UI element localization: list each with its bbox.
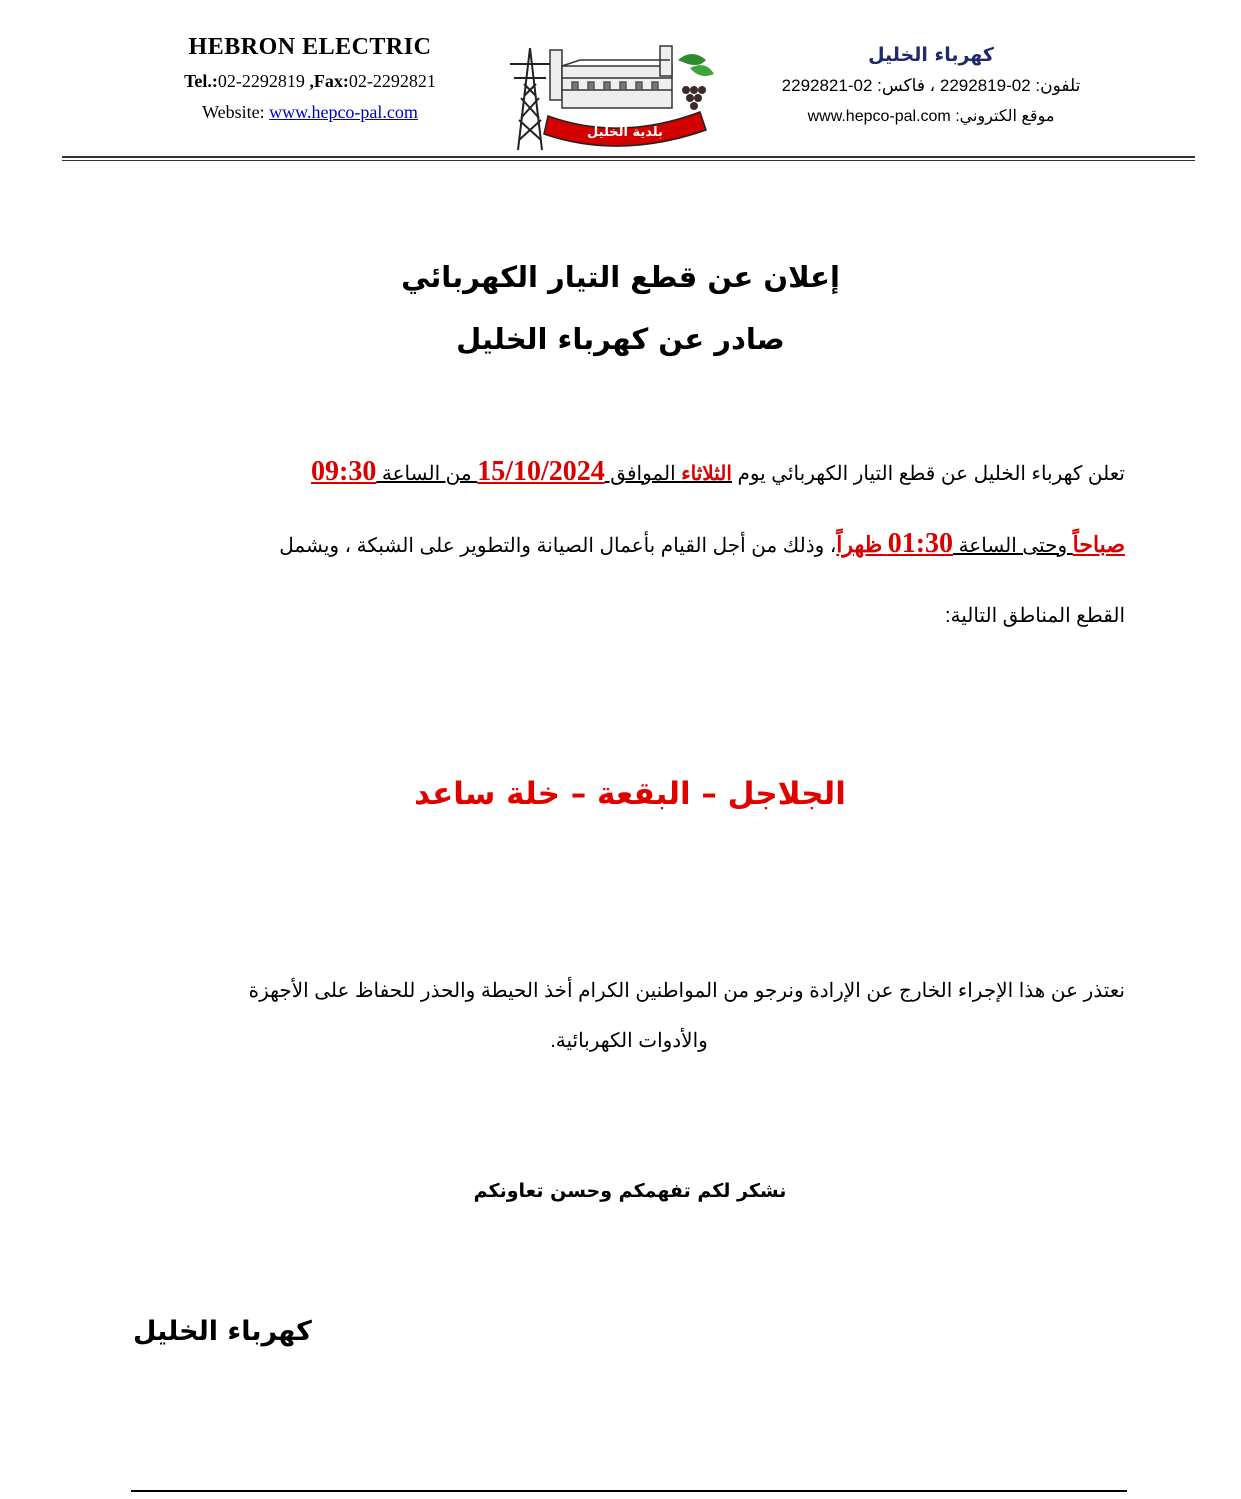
body-text-2a: وحتى الساعة	[953, 535, 1073, 557]
fax-number: 02-2292821	[348, 71, 436, 91]
announcement-title: إعلان عن قطع التيار الكهربائي	[401, 260, 840, 294]
website-english	[100, 102, 520, 123]
footer-divider	[131, 1490, 1127, 1492]
municipality-banner	[544, 112, 706, 146]
website-label: Website:	[202, 102, 270, 122]
affected-areas: الجلاجل – البقعة – خلة ساعد	[414, 776, 846, 812]
apology-paragraph	[133, 966, 1125, 1066]
apology-line-1: نعتذر عن هذا الإجراء الخارج عن الإرادة ونرجو من المواطنين الكرام أخذ الحيطة والحذر للحفاظ على الأجهزة	[248, 980, 1125, 1002]
company-logo	[500, 38, 740, 156]
noon-label: ظهراً	[836, 532, 888, 557]
body-line-3: القطع المناطق التالية:	[944, 605, 1125, 627]
company-name-english: HEBRON ELECTRIC	[188, 34, 432, 60]
grapes-icon	[678, 54, 714, 110]
contact-english	[100, 71, 520, 92]
header-divider-bottom	[62, 160, 1195, 161]
body-text-2b: ، وذلك من أجل القيام بأعمال الصيانة والتطوير على الشبكة ، ويشمل	[279, 535, 837, 557]
announcement-subtitle: صادر عن كهرباء الخليل	[456, 322, 785, 356]
body-line-1	[133, 436, 1125, 508]
header-divider-top	[62, 156, 1195, 158]
end-time: 01:30	[887, 528, 954, 559]
day-label	[605, 463, 732, 485]
body-text-1c: من الساعة	[376, 463, 478, 485]
start-time: 09:30	[311, 456, 377, 487]
thanks-note: نشكر لكم تفهمكم وحسن تعاونكم	[473, 1180, 787, 1202]
morning-label: صباحاً	[1072, 532, 1125, 557]
contact-arabic: تلفون: 02-2292819 ، فاكس: 02-2292821	[781, 76, 1081, 95]
outage-date: 15/10/2024	[477, 456, 605, 487]
mosque-building-icon	[550, 46, 672, 108]
website-link[interactable]: www.hepco-pal.com	[269, 102, 418, 122]
tel-number: 02-2292819	[217, 71, 305, 91]
tel-label: Tel.:	[184, 71, 218, 91]
body-line-2	[133, 508, 1125, 580]
logo-graphic	[500, 38, 740, 156]
body-text-1b: الموافق	[604, 463, 682, 485]
body-text-1a: تعلن كهرباء الخليل عن قطع التيار الكهربائي يوم	[731, 463, 1125, 485]
signature: كهرباء الخليل	[133, 1316, 312, 1347]
announcement-body	[133, 436, 1125, 652]
company-name-arabic: كهرباء الخليل	[868, 44, 994, 66]
website-arabic: موقع الكتروني: www.hepco-pal.com	[807, 108, 1055, 125]
header-english	[100, 34, 520, 123]
apology-line-2: والأدوات الكهربائية.	[550, 1030, 708, 1052]
header-arabic	[721, 44, 1141, 126]
logo-text: بلدية الخليل	[587, 125, 663, 140]
day-value: الثلاثاء	[681, 463, 732, 485]
fax-label: ,Fax:	[304, 71, 349, 91]
